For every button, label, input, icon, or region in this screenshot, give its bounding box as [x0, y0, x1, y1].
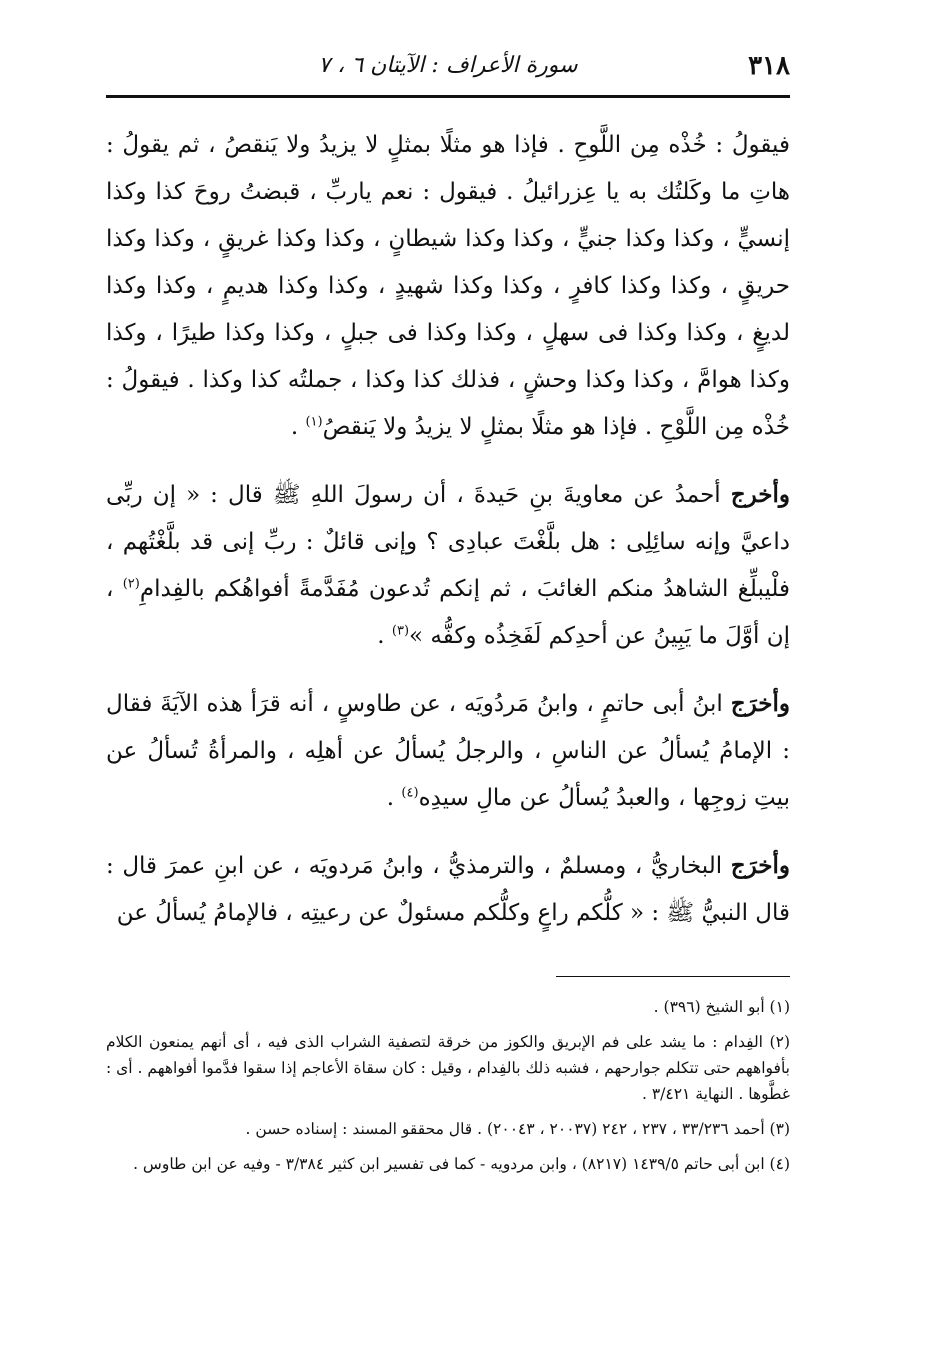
footnote-ref: (٤)	[401, 785, 419, 801]
footnote-divider	[556, 976, 790, 977]
running-title: سورة الأعراف : الآيتان ٦ ، ٧	[318, 53, 578, 78]
footnote-ref: (٣)	[391, 623, 410, 639]
paragraph	[106, 122, 790, 451]
paragraph-tail: .	[386, 785, 402, 811]
paragraph	[106, 680, 790, 822]
footnote: (٢) الفِدام : ما يشد على فم الإبريق والكوز من خرقة لتصفية الشراب الذى فيه ، أى أنهم يمنعون الكلام بأفواههم حتى تتكلم جوارحهم ، فشبه ذلك بالفِدام ، وقيل : كان سقاة الأعاجم إذا سقوا فدَّموا أفواههم . أى : غطَّوها . النهاية ٣/٤٢١ .	[106, 1033, 790, 1103]
paragraph	[106, 842, 790, 937]
page-header	[106, 48, 790, 88]
paragraph-tail: .	[377, 623, 392, 649]
footnote: (٣) أحمد ٣٣/٢٣٦ ، ٢٣٧ ، ٢٤٢ (٢٠٠٣٧ ، ٢٠٠٤٣) . قال محققو المسند : إسناده حسن .	[245, 1120, 790, 1138]
paragraph-text: فيقولُ : خُذْه مِن اللَّوحِ . فإذا هو مثلًا بمثلٍ لا يزيدُ ولا يَنقصُ ، ثم يقولُ : هاتِ ما وكَلتُك به يا عِزرائيلُ . فيقول : نعم ياربِّ ، قبضتُ روحَ كذا وكذا إنسيٍّ ، وكذا وكذا جنيٍّ ، وكذا وكذا شيطانٍ ، وكذا وكذا غريقٍ ، وكذا وكذا حريقٍ ، وكذا وكذا كافرٍ ، وكذا وكذا شهيدٍ ، وكذا وكذا هديمٍ ، وكذا وكذا لديغٍ ، وكذا وكذا فى سهلٍ ، وكذا وكذا فى جبلٍ ، وكذا وكذا طيرًا ، وكذا وكذا هوامَّ ، وكذا وكذا وحشٍ ، فذلك كذا وكذا ، جملتُه كذا وكذا . فيقولُ : خُذْه مِن اللَّوْحِ . فإذا هو مثلًا بمثلٍ لا يزيدُ ولا يَنقصُ	[106, 132, 790, 440]
footnotes	[106, 994, 790, 1186]
paragraph-text: ابنُ أبى حاتمٍ ، وابنُ مَردُويَه ، عن طاوسٍ ، أنه قرَأ هذه الآيَةَ فقال : الإمامُ يُسألُ عن الناسِ ، والرجلُ يُسألُ عن أهلِه ، والمرأةُ تُسألُ عن بيتِ زوجِها ، والعبدُ يُسألُ عن مالِ سيدِه	[106, 691, 790, 811]
footnote: (١) أبو الشيخ (٣٩٦) .	[653, 998, 790, 1016]
header-divider	[106, 95, 790, 98]
paragraph-lead: وأخرَج	[730, 852, 790, 879]
paragraph-text: أحمدُ عن معاويةَ بنِ حَيدةَ ، أن رسولَ اللهِ ﷺ قال : « إن ربِّى داعيَّ وإنه سائِلِى : هل بلَّغْتَ عبادِى ؟ وإنى قائلٌ : ربِّ إنى قد بلَّغْتُهم ، فلْيبلِّغ الشاهدُ منكم الغائبَ ، ثم إنكم تُدعون مُفَدَّمةً أفواهُكم بالفِدامِ	[106, 482, 790, 602]
paragraph-tail: ، إن أوَّلَ ما يَبِينُ عن أحدِكم لَفَخِذُه وكفُّه »	[106, 576, 790, 649]
paragraph-lead: وأخرج	[730, 481, 790, 508]
footnote: (٤) ابن أبى حاتم ١٤٣٩/٥ (٨٢١٧) ، وابن مردويه - كما فى تفسير ابن كثير ٣/٣٨٤ - وفيه عن ابن طاوس .	[133, 1155, 790, 1173]
footnote-ref: (١)	[305, 414, 323, 430]
main-text	[106, 122, 790, 957]
paragraph	[106, 471, 790, 660]
paragraph-lead: وأخرَج	[730, 690, 790, 717]
paragraph-tail: .	[290, 414, 306, 440]
page-number: ٣١٨	[748, 51, 790, 81]
paragraph-text: البخاريُّ ، ومسلمٌ ، والترمذيُّ ، وابنُ مَردويَه ، عن ابنِ عمرَ قال : قال النبيُّ ﷺ : « كلُّكم راعٍ وكلُّكم مسئولٌ عن رعيتِه ، فالإمامُ يُسألُ عن	[106, 853, 790, 926]
footnote-ref: (٢)	[122, 576, 140, 592]
